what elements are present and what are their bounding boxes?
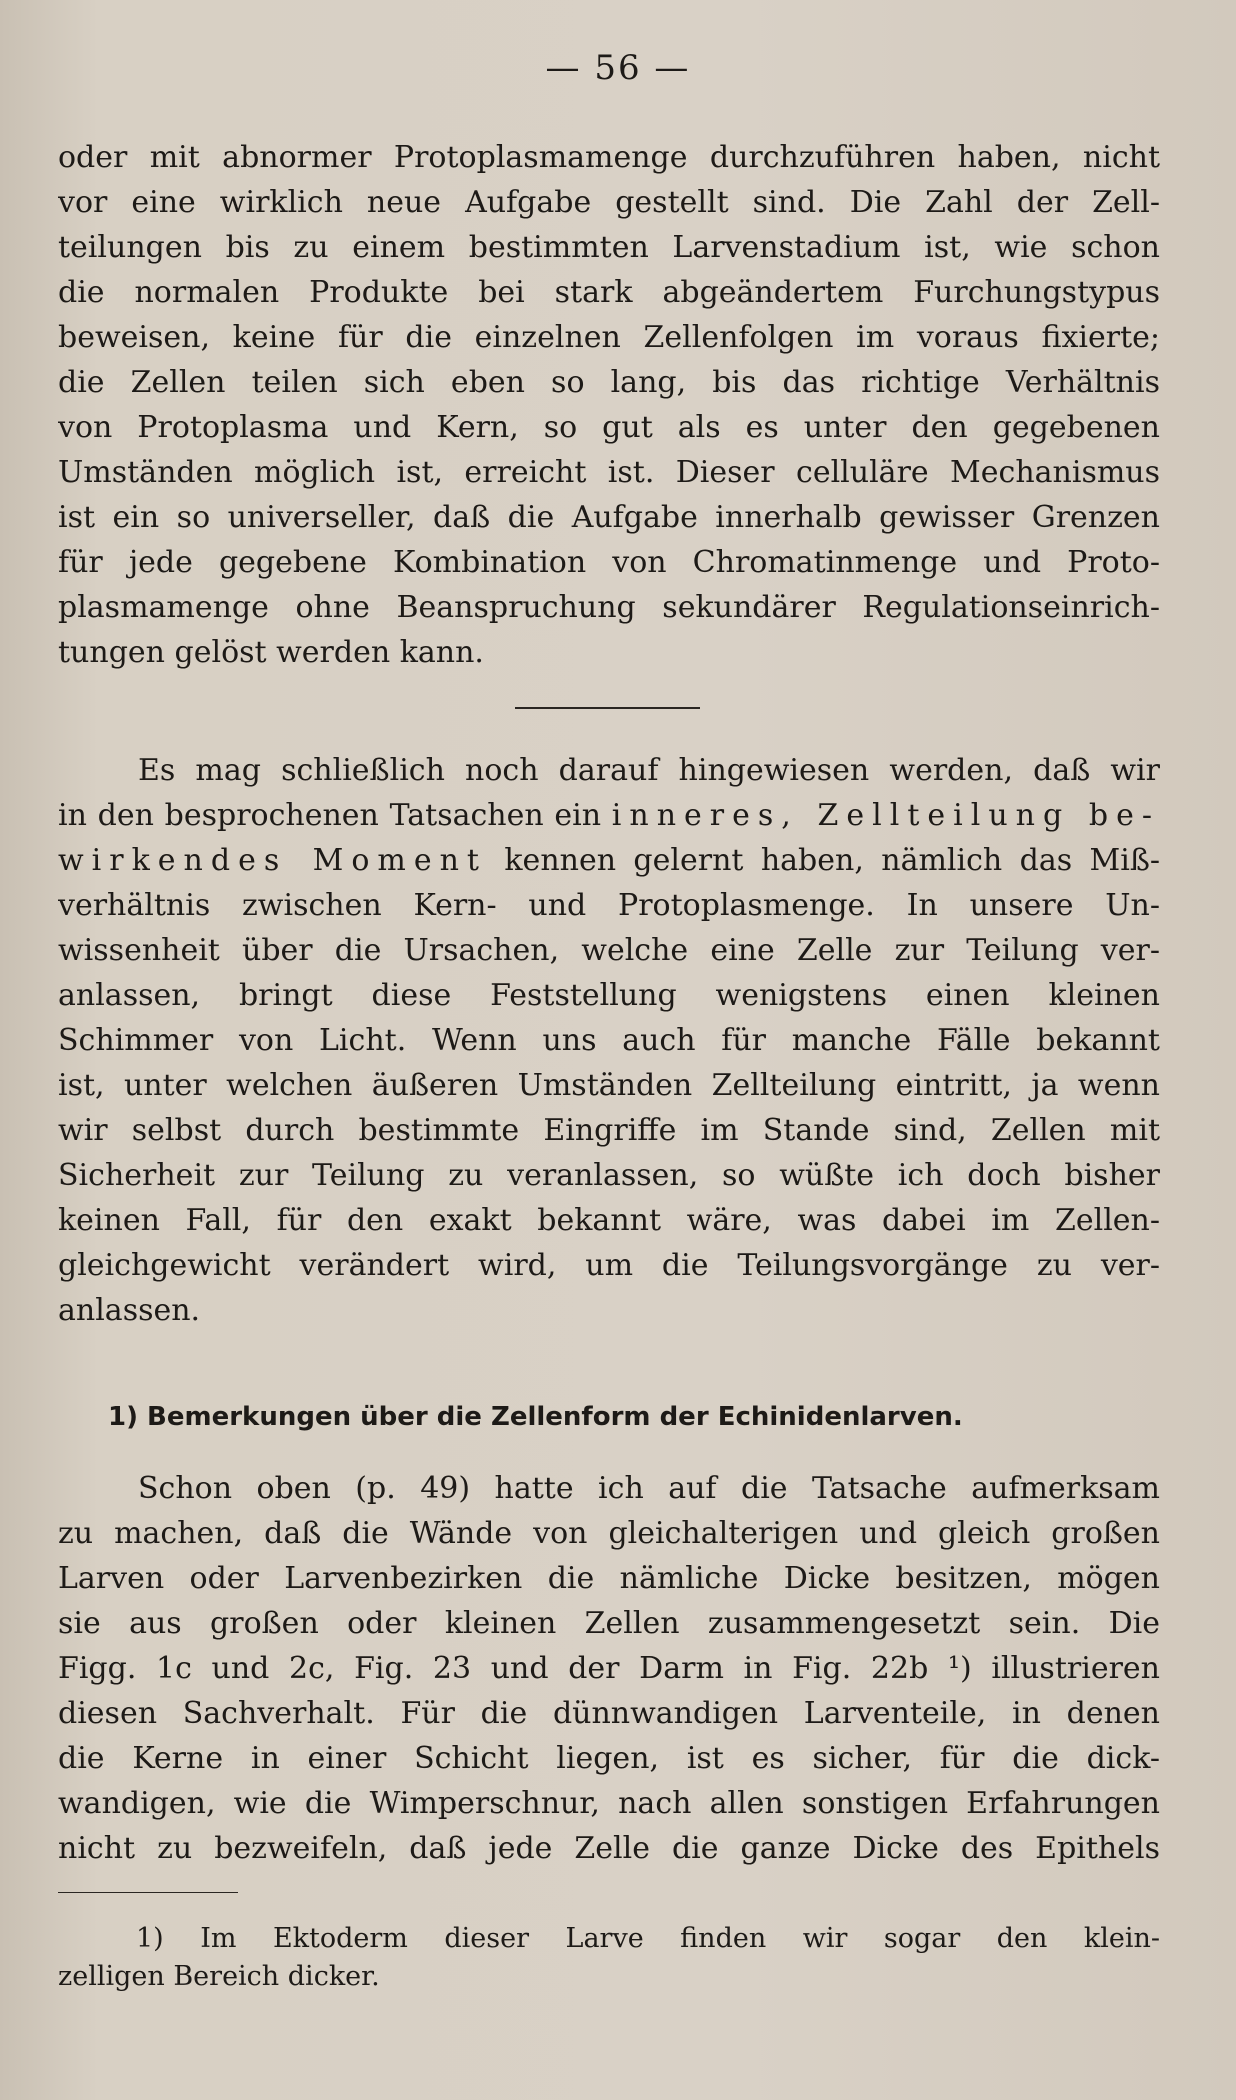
text-line: für jede gegebene Kombination von Chromatinmenge und Proto- [58, 545, 1160, 580]
footnote-line: zelligen Bereich dicker. [58, 1961, 380, 1992]
paragraph-3 [58, 1466, 1160, 1871]
text-line: wissenheit über die Ursachen, welche eine Zelle zur Teilung ver- [58, 933, 1160, 968]
text-line: Larven oder Larvenbezirken die nämliche Dicke besitzen, mögen [58, 1561, 1160, 1596]
text-line: plasmamenge ohne Beanspruchung sekundärer Regulationseinrich- [58, 590, 1160, 625]
paragraph-1 [58, 135, 1160, 675]
text-line: wandigen, wie die Wimperschnur, nach allen sonstigen Erfahrungen [58, 1786, 1160, 1821]
text-span: kennen gelernt haben, nämlich das Miß- [486, 843, 1160, 878]
text-line [58, 793, 1160, 838]
text-line: zu machen, daß die Wände von gleichalterigen und gleich großen [58, 1516, 1160, 1551]
text-line: ist, unter welchen äußeren Umständen Zellteilung eintritt, ja wenn [58, 1068, 1160, 1103]
paragraph-2 [58, 748, 1160, 1333]
text-line: die normalen Produkte bei stark abgeändertem Furchungstypus [58, 275, 1160, 310]
text-line: die Kerne in einer Schicht liegen, ist es sicher, für die dick- [58, 1741, 1160, 1776]
text-line: nicht zu bezweifeln, daß jede Zelle die ganze Dicke des Epithels [58, 1831, 1160, 1866]
text-line: anlassen. [58, 1293, 201, 1328]
text-line: Es mag schließlich noch darauf hingewiesen werden, daß wir [138, 753, 1160, 788]
text-line [58, 838, 1160, 883]
text-line: sie aus großen oder kleinen Zellen zusammengesetzt sein. Die [58, 1606, 1160, 1641]
text-line: Sicherheit zur Teilung zu veranlassen, so wüßte ich doch bisher [58, 1158, 1160, 1193]
text-span: in den besprochenen Tatsachen ein [58, 798, 612, 833]
footnote [58, 1920, 1160, 1996]
page-number: — 56 — [545, 48, 691, 88]
text-line: beweisen, keine für die einzelnen Zellenfolgen im voraus fixierte; [58, 320, 1160, 355]
text-line: Figg. 1c und 2c, Fig. 23 und der Darm in Fig. 22b ¹) illustrieren [58, 1651, 1160, 1686]
text-line: Schon oben (p. 49) hatte ich auf die Tatsache aufmerksam [138, 1471, 1160, 1506]
text-line: diesen Sachverhalt. Für die dünnwandigen Larventeile, in denen [58, 1696, 1160, 1731]
text-line: wir selbst durch bestimmte Eingriffe im Stande sind, Zellen mit [58, 1113, 1160, 1148]
footnote-line: 1) Im Ektoderm dieser Larve finden wir sogar den klein- [136, 1923, 1160, 1954]
text-line: Schimmer von Licht. Wenn uns auch für manche Fälle bekannt [58, 1023, 1160, 1058]
text-line: gleichgewicht verändert wird, um die Teilungsvorgänge zu ver- [58, 1248, 1160, 1283]
text-line: ist ein so universeller, daß die Aufgabe innerhalb gewisser Grenzen [58, 500, 1160, 535]
text-line: vor eine wirklich neue Aufgabe gestellt sind. Die Zahl der Zell- [58, 185, 1160, 220]
footnote-divider [58, 1892, 238, 1893]
text-line: anlassen, bringt diese Feststellung wenigstens einen kleinen [58, 978, 1160, 1013]
emphasized-text: wirkendes Moment [58, 843, 487, 878]
section-heading: 1) Bemerkungen über die Zellenform der Echinidenlarven. [108, 1402, 963, 1432]
text-line: von Protoplasma und Kern, so gut als es unter den gegebenen [58, 410, 1160, 445]
text-line: keinen Fall, für den exakt bekannt wäre, was dabei im Zellen- [58, 1203, 1160, 1238]
text-line: oder mit abnormer Protoplasmamenge durchzuführen haben, nicht [58, 140, 1160, 175]
text-line: verhältnis zwischen Kern- und Protoplasmenge. In unsere Un- [58, 888, 1160, 923]
text-line: tungen gelöst werden kann. [58, 635, 484, 670]
text-line: die Zellen teilen sich eben so lang, bis das richtige Verhältnis [58, 365, 1160, 400]
text-line: teilungen bis zu einem bestimmten Larvenstadium ist, wie schon [58, 230, 1160, 265]
emphasized-text: inneres, Zellteilung be- [611, 798, 1160, 833]
text-line: Umständen möglich ist, erreicht ist. Dieser celluläre Mechanismus [58, 455, 1160, 490]
section-divider [515, 707, 700, 709]
